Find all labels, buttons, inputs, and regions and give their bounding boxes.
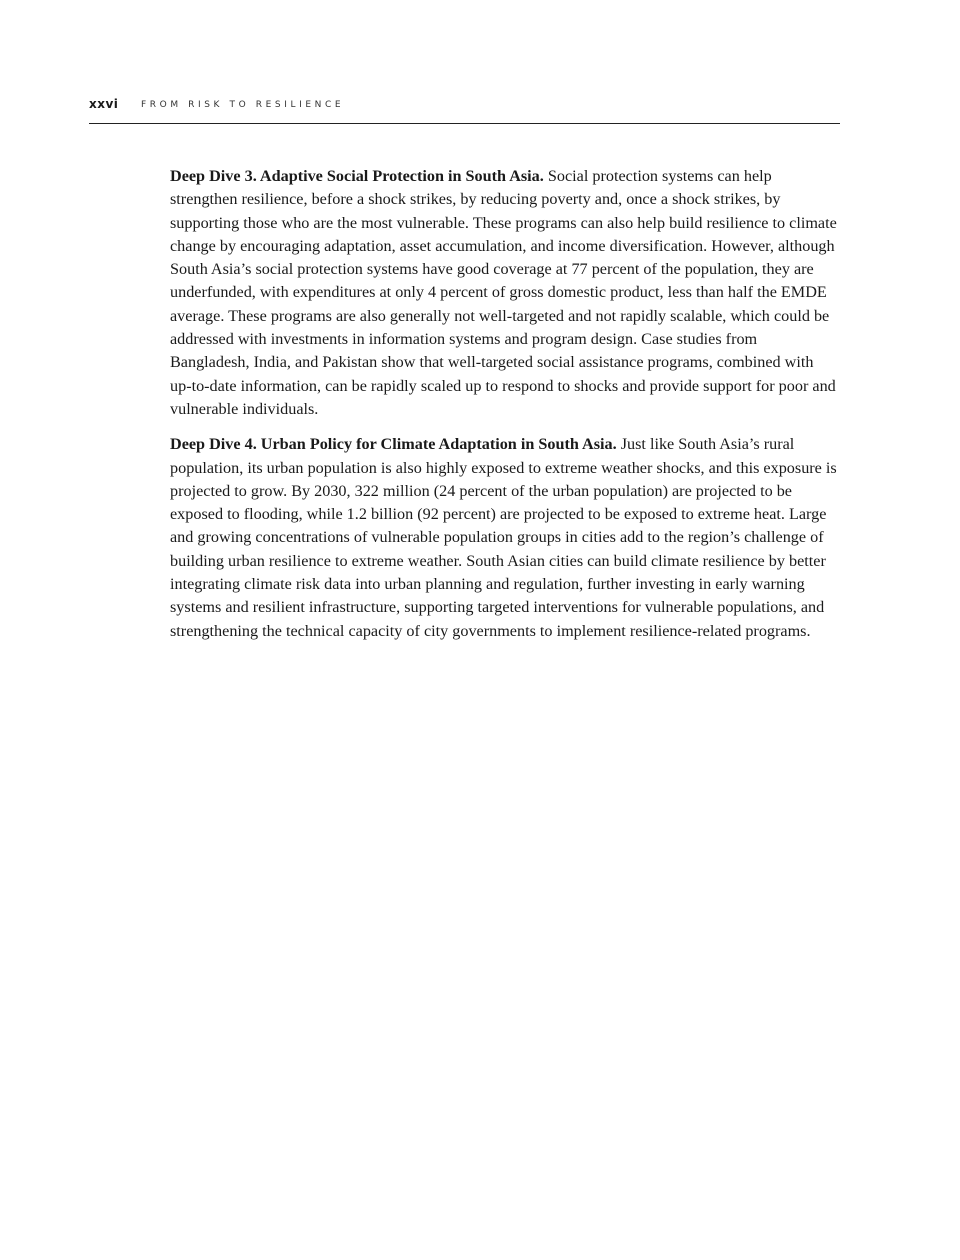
page-number: xxvi — [89, 97, 119, 111]
paragraph-deep-dive-4 — [170, 433, 838, 643]
running-header — [89, 97, 840, 124]
paragraph-lead-heading: Deep Dive 4. Urban Policy for Climate Adaptation in South Asia. — [170, 435, 617, 454]
paragraph-body: Social protection systems can help strengthen resilience, before a shock strikes, by reducing poverty and, once a shock strikes, by supporting those who are the most vulnerable. These programs can also help build resilience to climate change by encouraging adaptation, asset accumulation, and income diversification. However, although South Asia’s social protection systems have good coverage at 77 percent of the population, they are underfunded, with expenditures at only 4 percent of gross domestic product, less than half the EMDE average. These programs are also generally not well-targeted and not rapidly scalable, which could be addressed with investments in information systems and program design. Case studies from Bangladesh, India, and Pakistan show that well-targeted social assistance programs, combined with up-to-date information, can be rapidly scaled up to respond to shocks and provide support for poor and vulnerable individuals. — [170, 167, 837, 418]
body-text — [170, 165, 838, 655]
running-title: FROM RISK TO RESILIENCE — [141, 100, 345, 110]
paragraph-body: Just like South Asia’s rural population, its urban population is also highly exposed to extreme weather shocks, and this exposure is projected to grow. By 2030, 322 million (24 percent of the urban population) are projected to be exposed to flooding, while 1.2 billion (92 percent) are projected to be exposed to extreme heat. Large and growing concentrations of vulnerable population groups in cities add to the region’s challenge of building urban resilience to extreme weather. South Asian cities can build climate resilience by better integrating climate risk data into urban planning and regulation, further investing in early warning systems and resilient infrastructure, supporting targeted interventions for vulnerable populations, and strengthening the technical capacity of city governments to implement resilience-related programs. — [170, 435, 837, 640]
paragraph-lead-heading: Deep Dive 3. Adaptive Social Protection in South Asia. — [170, 167, 544, 185]
paragraph-deep-dive-3 — [170, 165, 838, 421]
